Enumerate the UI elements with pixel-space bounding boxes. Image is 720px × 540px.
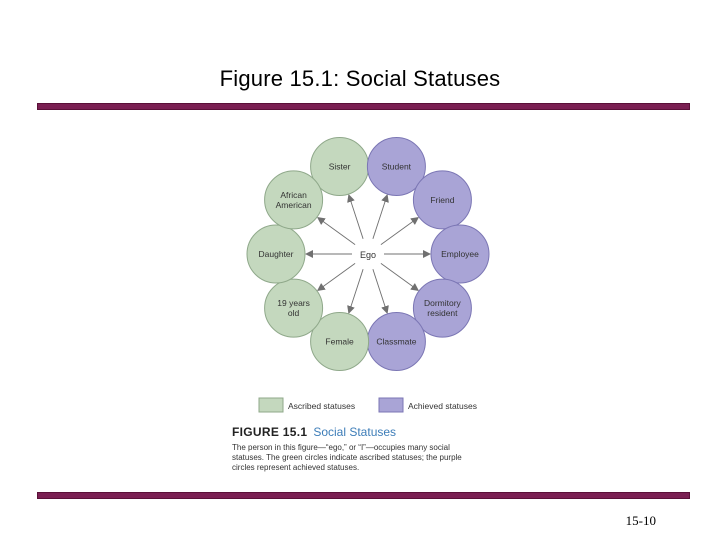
legend-swatch: [259, 398, 283, 412]
arrow-to-friend: [381, 218, 418, 245]
status-node-friend: [413, 171, 471, 229]
status-node-daughter: [247, 225, 305, 283]
caption-line: The person in this figure—“ego,” or “I”—occupies many social: [232, 443, 450, 452]
status-label: 19 years: [277, 298, 310, 309]
legend-item-achieved: [379, 398, 477, 412]
arrow-to-19-years-old: [318, 263, 355, 290]
arrow-to-sister: [349, 195, 363, 239]
bottom-rule: [37, 492, 690, 499]
status-label: Dormitory: [423, 298, 461, 309]
caption-line: circles represent achieved statuses.: [232, 463, 360, 472]
legend-label: Achieved statuses: [408, 401, 477, 411]
figure-caption: [232, 425, 532, 473]
arrow-to-female: [349, 269, 363, 313]
status-label: Employee: [441, 249, 479, 259]
status-label: Sister: [328, 161, 351, 172]
status-node-classmate: [367, 313, 425, 371]
arrow-to-classmate: [373, 269, 387, 313]
arrow-to-dormitory-resident: [381, 263, 418, 290]
status-label: old: [287, 308, 300, 319]
status-node-african-american: [265, 171, 323, 229]
status-label: resident: [427, 308, 458, 319]
caption-figure-label: FIGURE 15.1: [232, 425, 308, 439]
status-label: Friend: [430, 194, 455, 205]
center-label-ego: Ego: [359, 250, 377, 260]
status-node-19-years-old: [265, 279, 323, 337]
status-label: Classmate: [376, 336, 417, 347]
arrow-to-african-american: [318, 218, 355, 245]
status-label: African: [280, 189, 307, 200]
status-label: American: [275, 199, 312, 210]
status-label: Student: [381, 161, 412, 172]
status-label: Female: [325, 336, 354, 347]
legend-label: Ascribed statuses: [288, 401, 356, 411]
status-node-employee: [431, 225, 489, 283]
caption-title: Social Statuses: [313, 425, 397, 439]
caption-line: statuses. The green circles indicate ascribed statuses; the purple: [232, 453, 462, 462]
legend-swatch: [379, 398, 403, 412]
arrow-to-student: [373, 195, 387, 239]
status-label: Daughter: [258, 249, 294, 259]
page-number: 15-10: [625, 513, 656, 528]
slide-title: Figure 15.1: Social Statuses: [219, 66, 501, 91]
caption-body: [232, 443, 507, 473]
legend-item-ascribed: [259, 398, 355, 412]
